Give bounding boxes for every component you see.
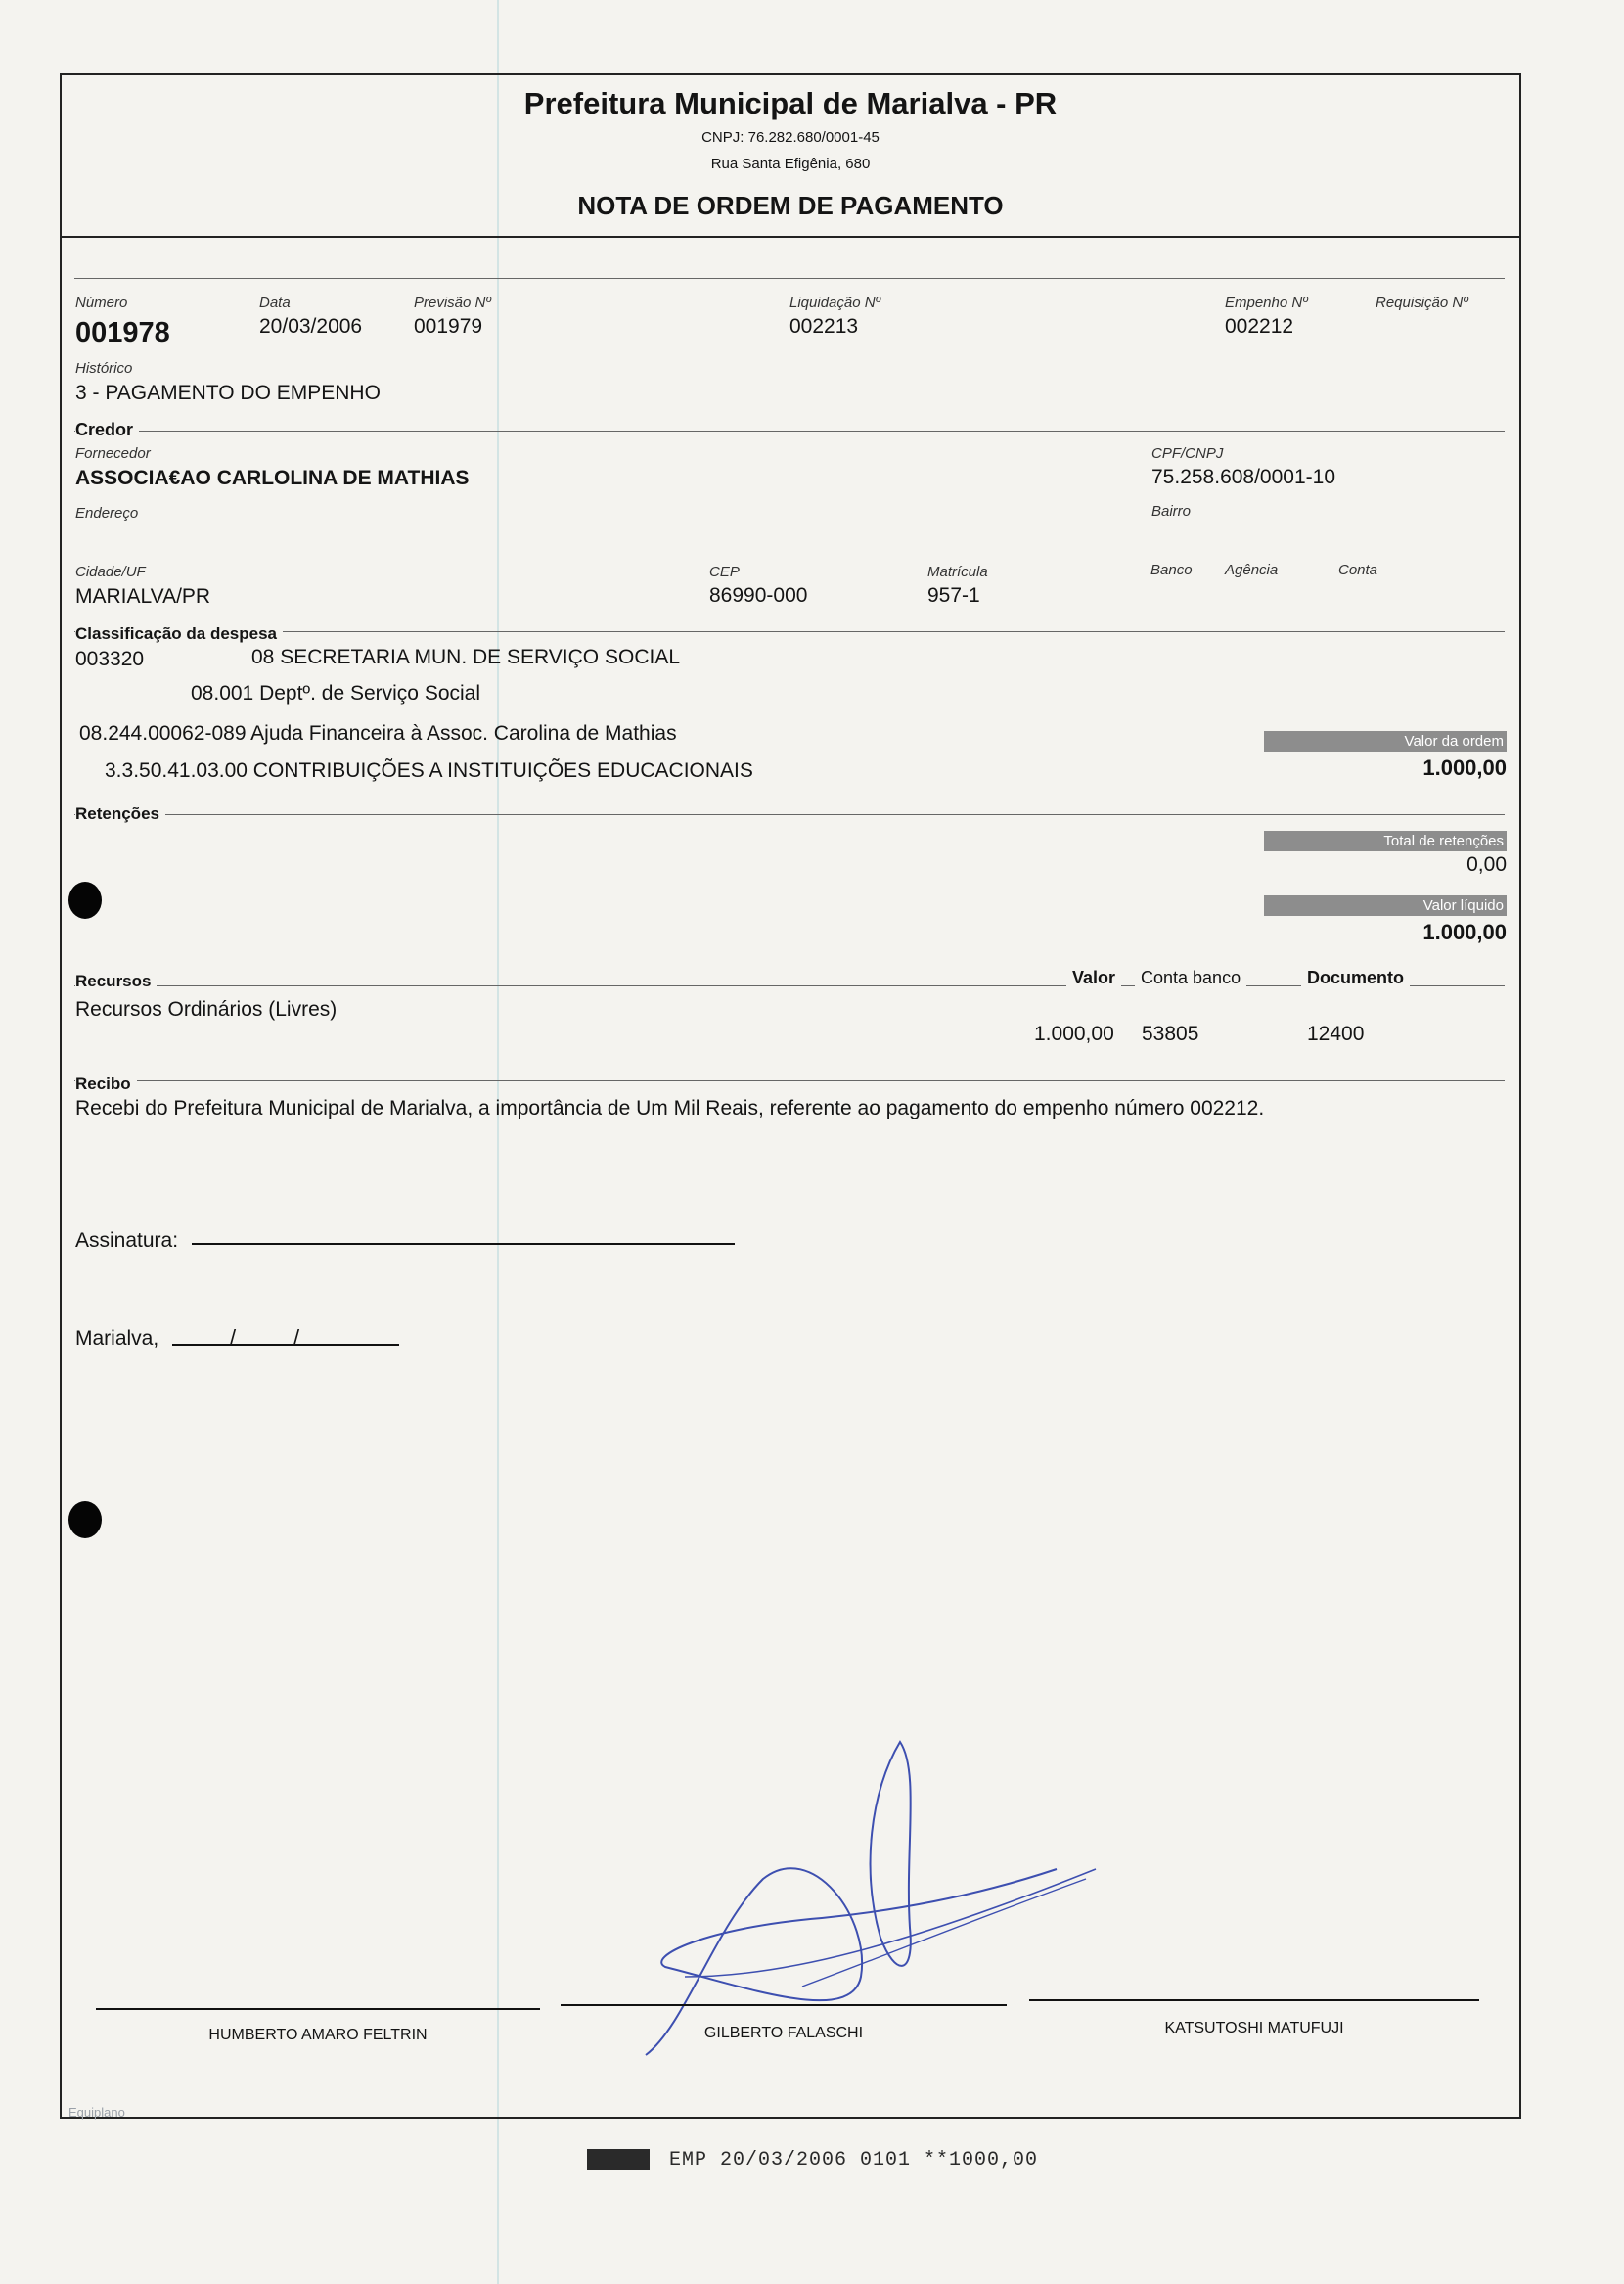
recursos-section-title: Recursos bbox=[75, 972, 157, 991]
cnpj-text: CNPJ: 76.282.680/0001-45 bbox=[701, 129, 880, 146]
valor-liquido-label: Valor líquido bbox=[1264, 895, 1507, 916]
retencoes-divider bbox=[74, 814, 1505, 815]
fornecedor-label: Fornecedor bbox=[75, 445, 151, 462]
previsao-value: 001979 bbox=[414, 315, 483, 338]
signature-line-3 bbox=[1029, 1999, 1479, 2001]
recursos-documento: 12400 bbox=[1307, 1023, 1365, 1045]
cidade-label: Cidade/UF bbox=[75, 564, 146, 580]
historico-value: 3 - PAGAMENTO DO EMPENHO bbox=[75, 382, 381, 404]
signatory-3: KATSUTOSHI MATUFUJI bbox=[1164, 2020, 1344, 2036]
requisicao-label: Requisição Nº bbox=[1376, 295, 1468, 311]
recibo-section-title: Recibo bbox=[75, 1074, 137, 1094]
punch-hole-top bbox=[68, 882, 102, 919]
liquidacao-value: 002213 bbox=[789, 315, 859, 338]
cpf-cnpj-value: 75.258.608/0001-10 bbox=[1151, 466, 1336, 488]
recursos-valor: 1.000,00 bbox=[1034, 1023, 1114, 1045]
classificacao-line-1: 08 SECRETARIA MUN. DE SERVIÇO SOCIAL bbox=[251, 646, 681, 668]
bank-stamp-logo bbox=[587, 2149, 650, 2170]
valor-ordem-label: Valor da ordem bbox=[1264, 731, 1507, 752]
data-value: 20/03/2006 bbox=[259, 315, 363, 338]
software-watermark: Equiplano bbox=[68, 2105, 125, 2120]
bairro-label: Bairro bbox=[1151, 503, 1192, 520]
signatory-1: HUMBERTO AMARO FELTRIN bbox=[208, 2027, 428, 2043]
numero-value: 001978 bbox=[75, 317, 170, 348]
punch-hole-bottom bbox=[68, 1501, 102, 1538]
assinatura-label: Assinatura: bbox=[75, 1229, 179, 1252]
classificacao-divider bbox=[74, 631, 1505, 632]
signature-line-2 bbox=[561, 2004, 1007, 2006]
local-label: Marialva, bbox=[75, 1327, 159, 1349]
recursos-conta-label: Conta banco bbox=[1135, 968, 1246, 988]
page-title: Prefeitura Municipal de Marialva - PR bbox=[523, 86, 1058, 120]
valor-ordem-value: 1.000,00 bbox=[1422, 755, 1507, 780]
classificacao-line-4: 3.3.50.41.03.00 CONTRIBUIÇÕES A INSTITUIÇÕES EDUCACIONAIS bbox=[105, 759, 753, 782]
historico-label: Histórico bbox=[75, 360, 133, 377]
total-retencoes-label: Total de retenções bbox=[1264, 831, 1507, 851]
cpf-cnpj-label: CPF/CNPJ bbox=[1151, 445, 1224, 462]
classificacao-line-2: 08.001 Deptº. de Serviço Social bbox=[191, 682, 481, 705]
agencia-label: Agência bbox=[1225, 562, 1279, 578]
cep-value: 86990-000 bbox=[709, 584, 808, 607]
recibo-text: Recebi do Prefeitura Municipal de Marialva, a importância de Um Mil Reais, referente ao pagamento do empenho número 002212. bbox=[75, 1097, 1265, 1119]
data-label: Data bbox=[259, 295, 291, 311]
matricula-value: 957-1 bbox=[927, 584, 980, 607]
conta-label: Conta bbox=[1338, 562, 1378, 578]
classificacao-section-title: Classificação da despesa bbox=[75, 624, 283, 644]
empenho-label: Empenho Nº bbox=[1225, 295, 1308, 311]
recursos-documento-label: Documento bbox=[1301, 968, 1410, 988]
total-retencoes-value: 0,00 bbox=[1466, 853, 1507, 876]
date-line bbox=[172, 1344, 399, 1346]
recursos-conta: 53805 bbox=[1142, 1023, 1199, 1045]
classificacao-line-3: 08.244.00062-089 Ajuda Financeira à Assoc. Carolina de Mathias bbox=[79, 722, 677, 745]
credor-section-title: Credor bbox=[75, 420, 139, 440]
date-slash-2: / bbox=[293, 1325, 300, 1349]
credor-divider bbox=[74, 431, 1505, 432]
previsao-label: Previsão Nº bbox=[414, 295, 491, 311]
endereco-label: Endereço bbox=[75, 505, 139, 522]
assinatura-line bbox=[192, 1243, 735, 1245]
fornecedor-value: ASSOCIA€AO CARLOLINA DE MATHIAS bbox=[75, 467, 470, 489]
valor-liquido-value: 1.000,00 bbox=[1422, 920, 1507, 944]
recibo-divider bbox=[74, 1080, 1505, 1081]
date-slash-1: / bbox=[230, 1325, 237, 1349]
liquidacao-label: Liquidação Nº bbox=[789, 295, 881, 311]
recursos-divider bbox=[74, 985, 1505, 986]
classificacao-code: 003320 bbox=[75, 648, 145, 670]
signature-line-1 bbox=[96, 2008, 540, 2010]
info-top-divider bbox=[74, 278, 1505, 279]
numero-label: Número bbox=[75, 295, 128, 311]
document-title: NOTA DE ORDEM DE PAGAMENTO bbox=[577, 191, 1004, 220]
bank-stamp-text: EMP 20/03/2006 0101 **1000,00 bbox=[669, 2149, 1039, 2171]
header-divider bbox=[60, 236, 1521, 238]
retencoes-section-title: Retenções bbox=[75, 804, 165, 824]
empenho-value: 002212 bbox=[1225, 315, 1294, 338]
banco-label: Banco bbox=[1150, 562, 1193, 578]
recursos-item: Recursos Ordinários (Livres) bbox=[75, 998, 338, 1021]
matricula-label: Matrícula bbox=[927, 564, 988, 580]
cidade-value: MARIALVA/PR bbox=[75, 585, 211, 608]
recursos-valor-label: Valor bbox=[1066, 968, 1121, 988]
address-text: Rua Santa Efigênia, 680 bbox=[710, 156, 871, 172]
cep-label: CEP bbox=[709, 564, 740, 580]
signatory-2: GILBERTO FALASCHI bbox=[703, 2025, 864, 2041]
